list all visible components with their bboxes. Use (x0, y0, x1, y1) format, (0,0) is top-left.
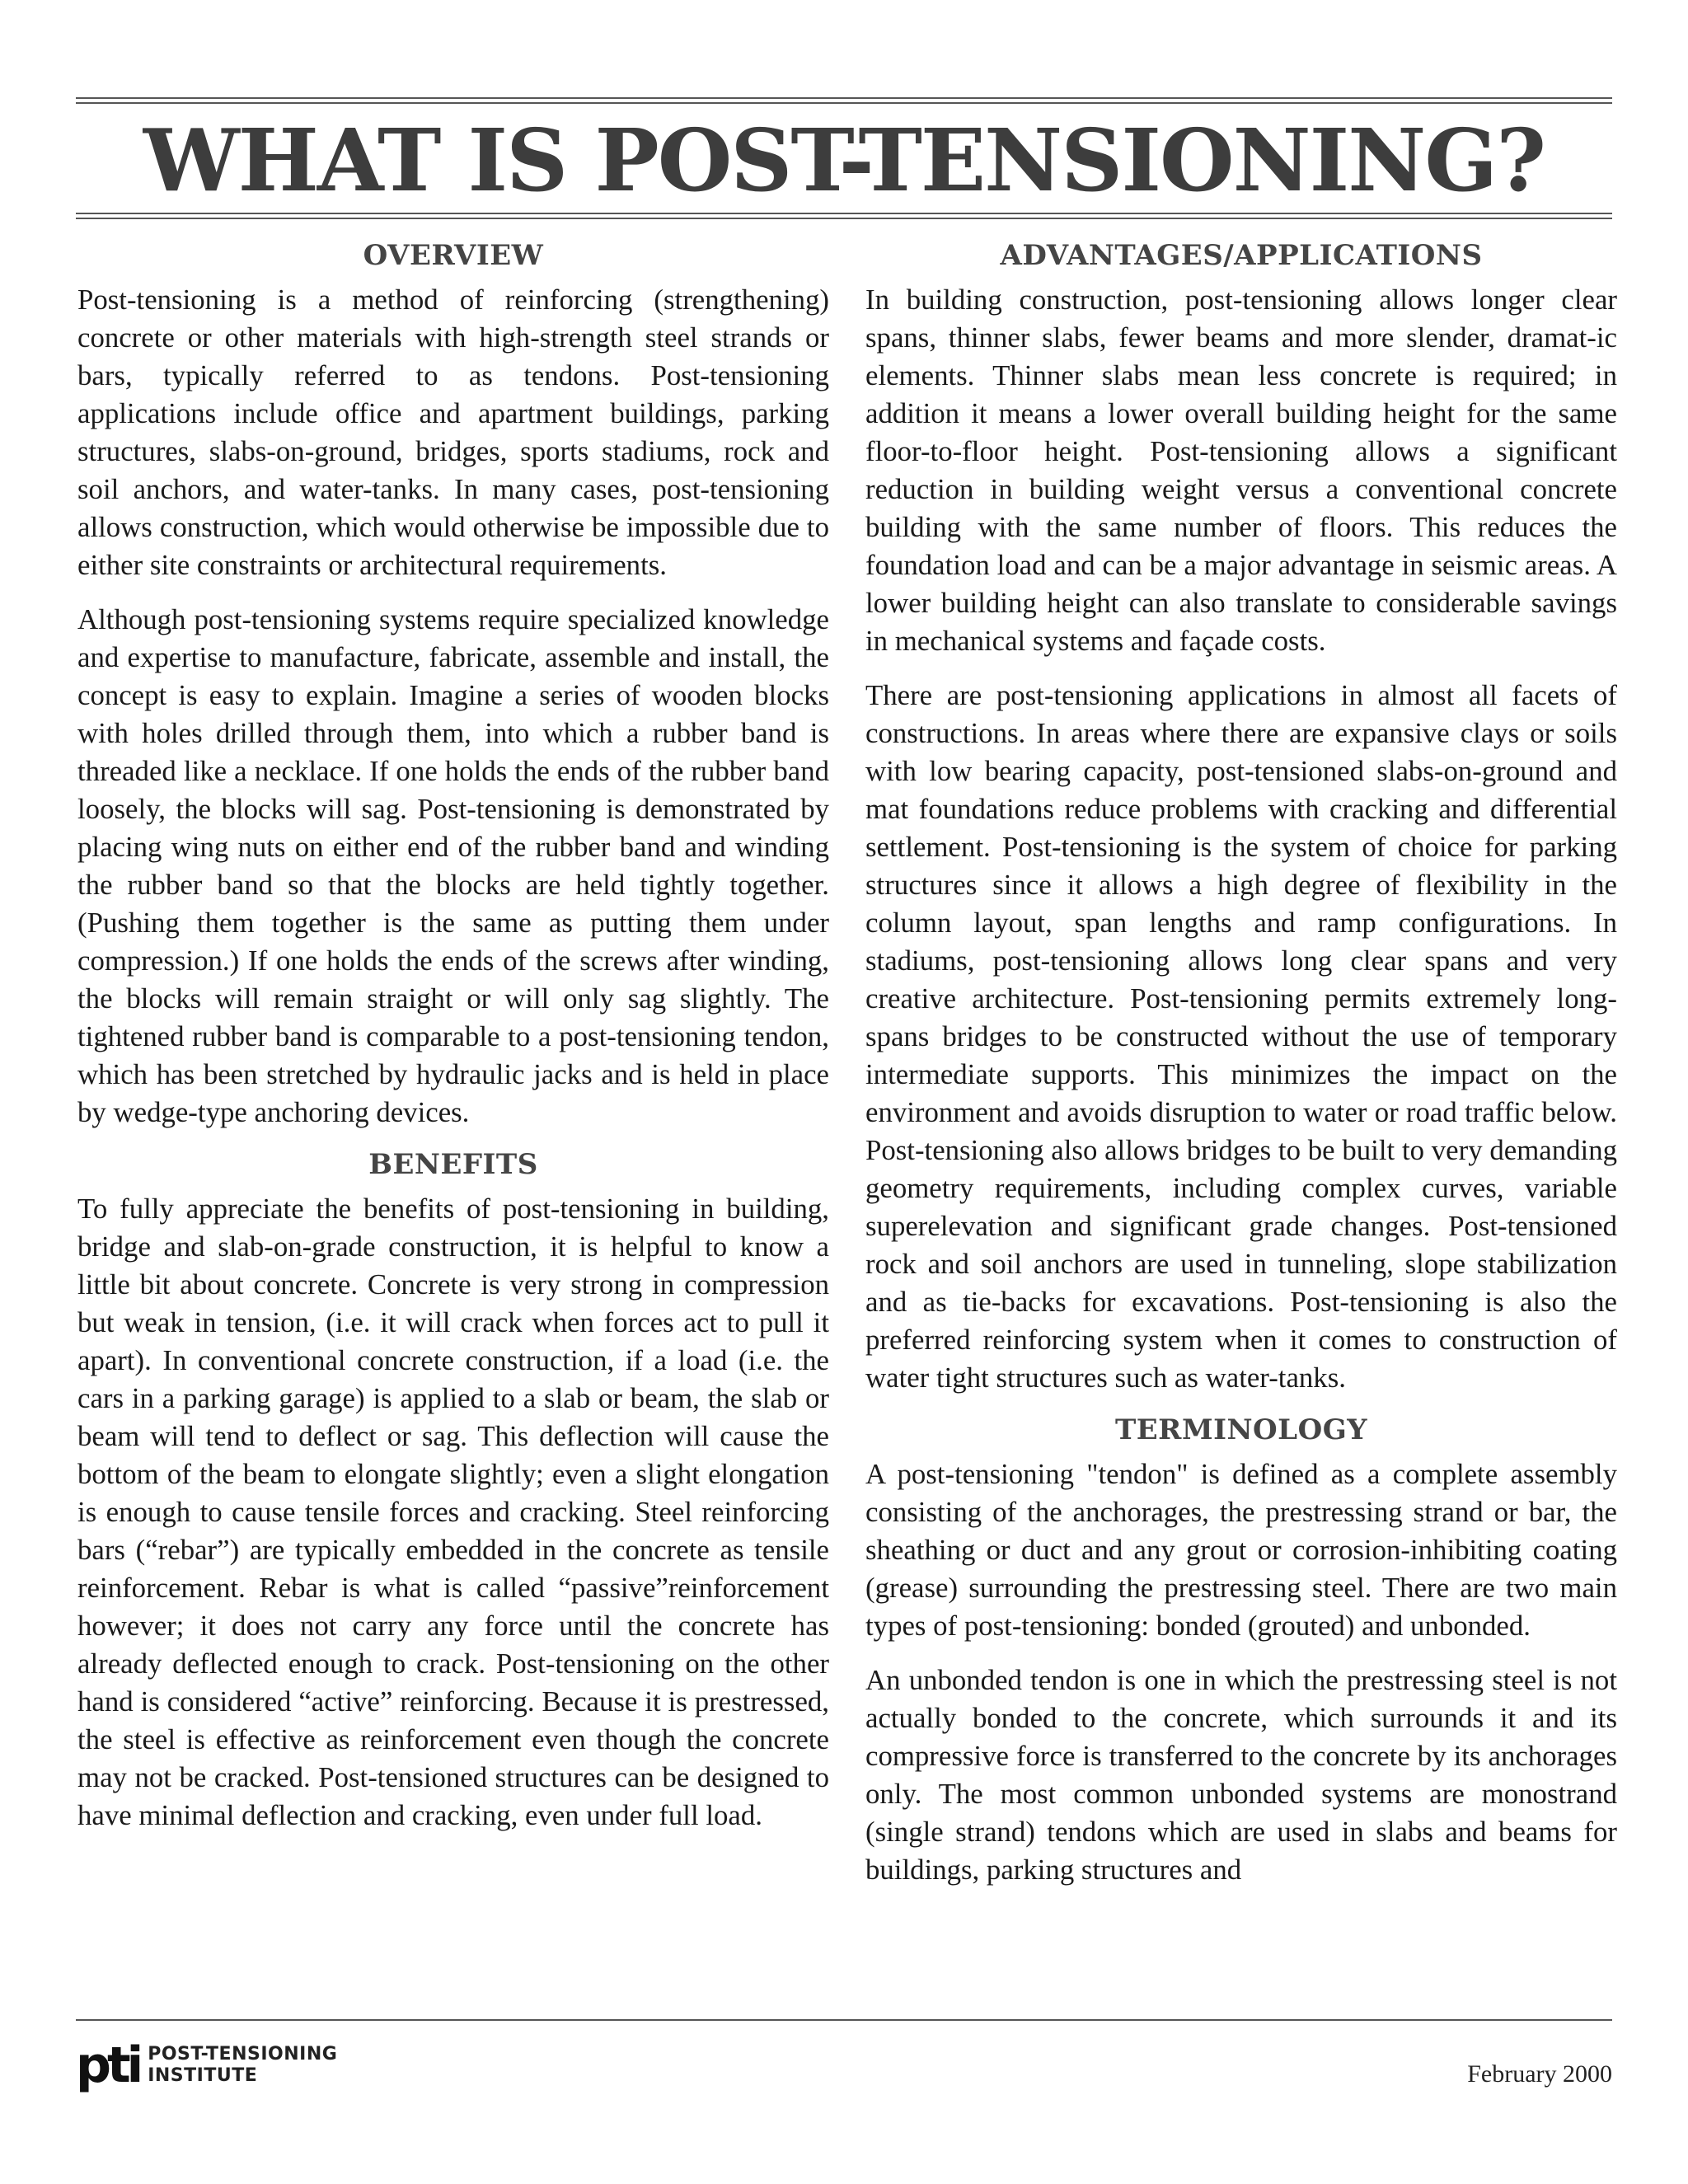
footer-date: February 2000 (1467, 2060, 1612, 2088)
logo-line-2: INSTITUTE (148, 2065, 258, 2086)
benefits-heading: BENEFITS (368, 1147, 538, 1181)
left-column (77, 239, 829, 1851)
terminology-heading: TERMINOLOGY (1114, 1413, 1368, 1446)
terminology-paragraph-2: An unbonded tendon is one in which the prestressing steel is not actually bonded to the concrete, which surrounds it and its compressive force is transferred to the concrete by its anchorages only. The most common unbonded systems are monostrand (single strand) tendons which are used in slabs and beams for buildings, parking structures and (865, 1663, 1617, 1886)
top-rule-2 (76, 102, 1612, 104)
top-rule-1 (76, 97, 1612, 99)
title-rule-2 (76, 218, 1612, 219)
advantages-heading: ADVANTAGES/APPLICATIONS (1000, 239, 1483, 272)
benefits-paragraph-1: To fully appreciate the benefits of post-tensioning in building, bridge and slab-on-grade construction, it is helpful to know a little bit about concrete. Concrete is very strong in compression but weak in tension, (i.e. it will crack when forces act to pull it apart). In conventional concrete construction, if a load (i.e. the cars in a parking garage) is applied to a slab or beam, the slab or beam will tend to deflect or sag. This deflection will cause the bottom of the beam to elongate slightly; even a slight elongation is enough to cause tensile forces and cracking. Steel reinforcing bars (“rebar”) are typically embedded in the concrete as tensile reinforcement. Rebar is what is called “passive”reinforcement however; it does not carry any force until the concrete has already deflected enough to crack. Post-tensioning on the other hand is considered “active” reinforcing. Because it is prestressed, the steel is effective as reinforcement even though the concrete may not be cracked. Post-tensioned structures can be designed to have minimal deflection and cracking, even under full load. (77, 1192, 829, 1831)
overview-paragraph-1: Post-tensioning is a method of reinforcing (strengthening) concrete or other materials with high-strength steel strands or bars, typically referred to as tendons. Post-tensioning applications include office and apartment buildings, parking structures, slabs-on-ground, bridges, sports stadiums, rock and soil anchors, and water-tanks. In many cases, post-tensioning allows construction, which would otherwise be impossible due to either site constraints or architectural requirements. (77, 283, 829, 581)
pti-logo (76, 2036, 338, 2094)
pti-logo-text (148, 2044, 337, 2087)
page-title: WHAT IS POST-TENSIONING? (143, 110, 1545, 211)
overview-heading: OVERVIEW (363, 239, 544, 272)
pti-logo-mark: pti (76, 2036, 140, 2094)
advantages-paragraph-2: There are post-tensioning applications in almost all facets of constructions. In areas where there are expansive clays or soils with low bearing capacity, post-tensioned slabs-on-ground and mat foundations reduce problems with cracking and differential settlement. Post-tensioning is the system of choice for parking structures since it allows a high degree of flexibility in the column layout, span lengths and ramp configurations. In stadiums, post-tensioning allows long clear spans and very creative architecture. Post-tensioning permits extremely long-spans bridges to be constructed without the use of temporary intermediate supports. This minimizes the impact on the environment and avoids disruption to water or road traffic below. Post-tensioning also allows bridges to be built to very demanding geometry requirements, including complex curves, variable superelevation and significant grade changes. Post-tensioned rock and soil anchors are used in tunneling, slope stabilization and as tie-backs for excavations. Post-tensioning is also the preferred reinforcing system when it comes to construction of water tight structures such as water-tanks. (865, 678, 1617, 1394)
right-column (865, 239, 1617, 1905)
terminology-paragraph-1: A post-tensioning "tendon" is defined as a complete assembly consisting of the anchorages, the prestressing strand or bar, the sheathing or duct and any grout or corrosion-inhibiting coating (grease) surrounding the prestressing steel. There are two main types of post-tensioning: bonded (grouted) and unbonded. (865, 1457, 1617, 1642)
advantages-paragraph-1: In building construction, post-tensioning allows longer clear spans, thinner slabs, fewer beams and more slender, dramat-ic elements. Thinner slabs mean less concrete is required; in addition it means a lower overall building height for the same floor-to-floor height. Post-tensioning allows a significant reduction in building weight versus a conventional concrete building with the same number of floors. This reduces the foundation load and can be a major advantage in seismic areas. A lower building height can also translate to considerable savings in mechanical systems and façade costs. (865, 283, 1617, 657)
title-rule-1 (76, 213, 1612, 214)
overview-paragraph-2: Although post-tensioning systems require specialized knowledge and expertise to manufacture, fabricate, assemble and install, the concept is easy to explain. Imagine a series of wooden blocks with holes drilled through them, into which a rubber band is threaded like a necklace. If one holds the ends of the rubber band loosely, the blocks will sag. Post-tensioning is demonstrated by placing wing nuts on either end of the rubber band and winding the rubber band so that the blocks are held tightly together. (Pushing them together is the same as putting them under compression.) If one holds the ends of the screws after winding, the blocks will remain straight or will only sag slightly. The tightened rubber band is comparable to a post-tensioning tendon, which has been stretched by hydraulic jacks and is held in place by wedge-type anchoring devices. (77, 602, 829, 1128)
footer-rule (76, 2019, 1612, 2021)
logo-line-1: POST-TENSIONING (148, 2044, 338, 2064)
